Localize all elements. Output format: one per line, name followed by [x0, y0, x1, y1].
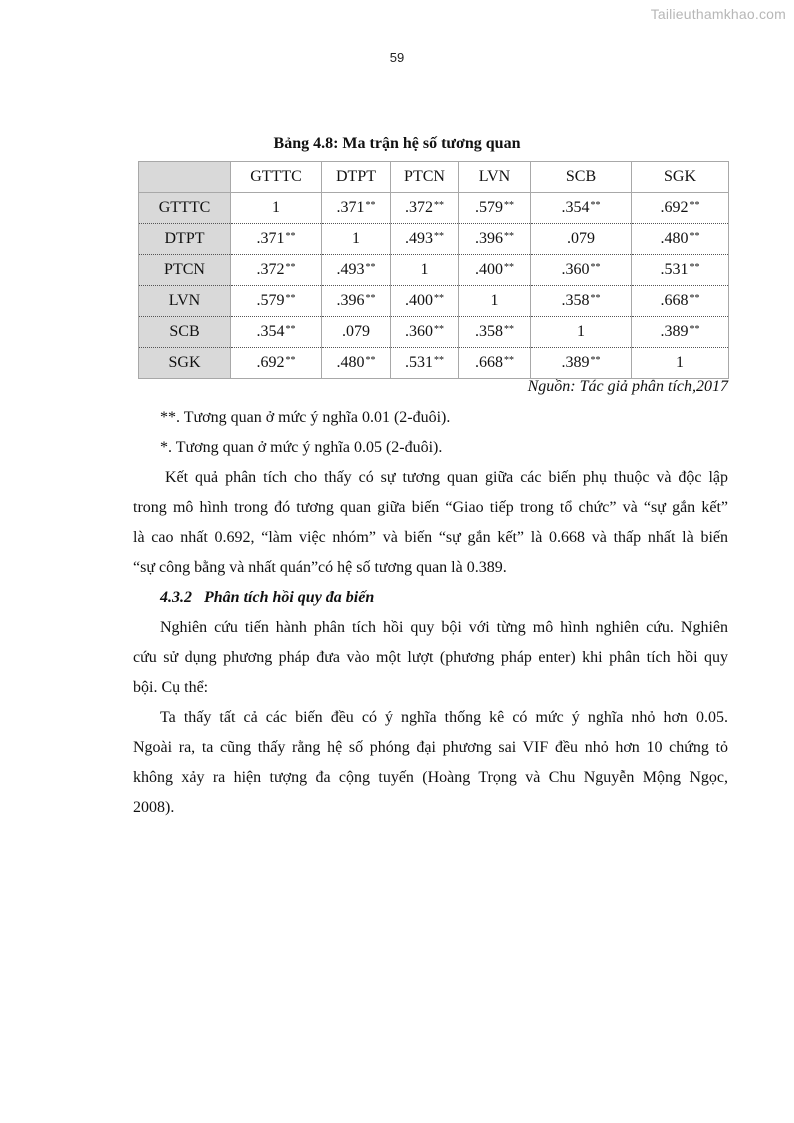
paragraph-line: không xảy ra hiện tượng đa cộng tuyến (Hoàng Trọng và Chu Nguyễn Mộng Ngọc,	[133, 769, 728, 786]
significance-mark: **	[434, 355, 444, 366]
cell-value: .079	[567, 230, 595, 247]
cell-value: .579	[256, 292, 285, 309]
cell-value: .531	[660, 261, 689, 278]
significance-mark: **	[689, 200, 700, 211]
significance-mark: **	[504, 324, 514, 335]
column-header: LVN	[459, 162, 531, 193]
correlation-table	[138, 161, 729, 379]
cell-value: .493	[405, 230, 433, 247]
table-cell	[531, 286, 632, 317]
table-cell	[322, 193, 391, 224]
significance-mark: **	[590, 200, 601, 211]
cell-value: .480	[336, 354, 365, 371]
table-row	[139, 255, 729, 286]
significance-mark: **	[504, 262, 514, 273]
cell-value: .396	[336, 292, 365, 309]
table-header-row	[139, 162, 729, 193]
cell-value: .371	[336, 199, 365, 216]
table-cell	[322, 224, 391, 255]
row-header: SGK	[139, 348, 231, 379]
column-header: SGK	[632, 162, 729, 193]
cell-value: 1	[676, 354, 684, 371]
table-row	[139, 193, 729, 224]
table-cell	[322, 348, 391, 379]
row-header: SCB	[139, 317, 231, 348]
table-cell	[322, 317, 391, 348]
table-cell	[632, 286, 729, 317]
table-cell	[391, 193, 459, 224]
significance-mark: **	[590, 355, 601, 366]
table-cell	[391, 224, 459, 255]
cell-value: .371	[256, 230, 285, 247]
cell-value: .372	[405, 199, 433, 216]
paragraph-line: Nghiên cứu tiến hành phân tích hồi quy bội với từng mô hình nghiên cứu. Nghiên	[160, 619, 728, 636]
significance-mark: **	[689, 293, 700, 304]
table-cell	[459, 255, 531, 286]
cell-value: .668	[660, 292, 689, 309]
significance-mark: **	[504, 355, 514, 366]
table-cell	[632, 255, 729, 286]
significance-mark: **	[365, 200, 376, 211]
table-cell	[459, 317, 531, 348]
cell-value: .360	[561, 261, 590, 278]
cell-value: .358	[561, 292, 590, 309]
table-row	[139, 286, 729, 317]
table-cell	[531, 193, 632, 224]
table-row	[139, 317, 729, 348]
cell-value: .400	[405, 292, 433, 309]
cell-value: .389	[660, 323, 689, 340]
significance-mark: **	[285, 262, 296, 273]
paragraph-line: cứu sử dụng phương pháp đưa vào một lượt (phương pháp enter) khi phân tích hồi quy	[133, 649, 728, 666]
column-header: PTCN	[391, 162, 459, 193]
table-row	[139, 224, 729, 255]
significance-mark: **	[689, 231, 700, 242]
cell-value: .354	[561, 199, 590, 216]
table-source: Nguồn: Tác giả phân tích,2017	[527, 378, 728, 395]
cell-value: .480	[660, 230, 689, 247]
table-cell	[632, 193, 729, 224]
cell-value: 1	[490, 292, 499, 309]
significance-mark: **	[590, 262, 601, 273]
paragraph-line: 2008).	[133, 799, 175, 816]
paragraph-line: “sự công bằng và nhất quán”có hệ số tương quan là 0.389.	[133, 559, 507, 576]
significance-mark: **	[285, 355, 296, 366]
table-cell	[391, 348, 459, 379]
table-cell	[391, 317, 459, 348]
row-header: DTPT	[139, 224, 231, 255]
column-header: DTPT	[322, 162, 391, 193]
significance-mark: **	[504, 200, 514, 211]
cell-value: .692	[660, 199, 689, 216]
table-cell	[632, 348, 729, 379]
watermark: Tailieuthamkhao.com	[650, 6, 786, 22]
significance-mark: **	[365, 355, 376, 366]
significance-mark: **	[689, 324, 700, 335]
table-cell	[632, 317, 729, 348]
table-cell	[459, 224, 531, 255]
table-cell	[531, 224, 632, 255]
cell-value: 1	[420, 261, 429, 278]
cell-value: .668	[475, 354, 503, 371]
table-cell	[391, 286, 459, 317]
significance-mark: **	[285, 293, 296, 304]
table-row	[139, 348, 729, 379]
cell-value: .400	[475, 261, 503, 278]
table-cell	[391, 255, 459, 286]
significance-mark: **	[689, 262, 700, 273]
column-header: SCB	[531, 162, 632, 193]
row-header: PTCN	[139, 255, 231, 286]
cell-value: .692	[256, 354, 285, 371]
table-cell	[459, 286, 531, 317]
cell-value: .354	[256, 323, 285, 340]
table-cell	[231, 286, 322, 317]
note-significance-001: **. Tương quan ở mức ý nghĩa 0.01 (2-đuôi).	[160, 409, 451, 426]
cell-value: .079	[342, 323, 370, 340]
cell-value: 1	[272, 199, 280, 216]
paragraph-line: Ta thấy tất cả các biến đều có ý nghĩa thống kê có mức ý nghĩa nhỏ hơn 0.05.	[160, 709, 728, 726]
table-cell	[459, 348, 531, 379]
column-header: GTTTC	[231, 162, 322, 193]
paragraph-line: Ngoài ra, ta cũng thấy rằng hệ số phóng đại phương sai VIF đều nhỏ hơn 10 chứng tỏ	[133, 739, 728, 756]
significance-mark: **	[285, 324, 296, 335]
cell-value: .493	[336, 261, 365, 278]
cell-value: .389	[561, 354, 590, 371]
significance-mark: **	[590, 293, 601, 304]
note-significance-005: *. Tương quan ở mức ý nghĩa 0.05 (2-đuôi).	[160, 439, 443, 456]
paragraph-line: bội. Cụ thể:	[133, 679, 209, 696]
page-number: 59	[389, 50, 405, 65]
significance-mark: **	[285, 231, 296, 242]
paragraph-line: trong mô hình trong đó tương quan giữa biến “Giao tiếp trong tổ chức” và “sự gắn kết”	[133, 499, 728, 516]
table-cell	[531, 348, 632, 379]
cell-value: .531	[405, 354, 433, 371]
table-caption: Bảng 4.8: Ma trận hệ số tương quan	[273, 135, 521, 152]
row-header: GTTTC	[139, 193, 231, 224]
cell-value: .396	[475, 230, 503, 247]
table-cell	[459, 193, 531, 224]
cell-value: 1	[352, 230, 360, 247]
table-cell	[322, 286, 391, 317]
table-cell	[531, 255, 632, 286]
cell-value: .372	[256, 261, 285, 278]
cell-value: .579	[475, 199, 503, 216]
table-cell	[531, 317, 632, 348]
table-cell	[322, 255, 391, 286]
table-cell	[231, 255, 322, 286]
cell-value: 1	[577, 323, 585, 340]
table-cell	[231, 224, 322, 255]
cell-value: .360	[405, 323, 433, 340]
section-heading: 4.3.2 Phân tích hồi quy đa biến	[160, 589, 375, 606]
significance-mark: **	[504, 231, 514, 242]
table-cell	[231, 193, 322, 224]
table-cell	[632, 224, 729, 255]
significance-mark: **	[365, 262, 376, 273]
cell-value: .358	[475, 323, 503, 340]
table-corner-cell	[139, 162, 231, 193]
significance-mark: **	[434, 231, 444, 242]
significance-mark: **	[434, 200, 444, 211]
significance-mark: **	[365, 293, 376, 304]
paragraph-line: là cao nhất 0.692, “làm việc nhóm” và biến “sự gắn kết” là 0.668 và thấp nhất là biến	[133, 529, 728, 546]
significance-mark: **	[434, 293, 444, 304]
table-cell	[231, 348, 322, 379]
significance-mark: **	[434, 324, 444, 335]
table-cell	[231, 317, 322, 348]
paragraph-line: Kết quả phân tích cho thấy có sự tương quan giữa các biến phụ thuộc và độc lập	[165, 469, 728, 486]
row-header: LVN	[139, 286, 231, 317]
